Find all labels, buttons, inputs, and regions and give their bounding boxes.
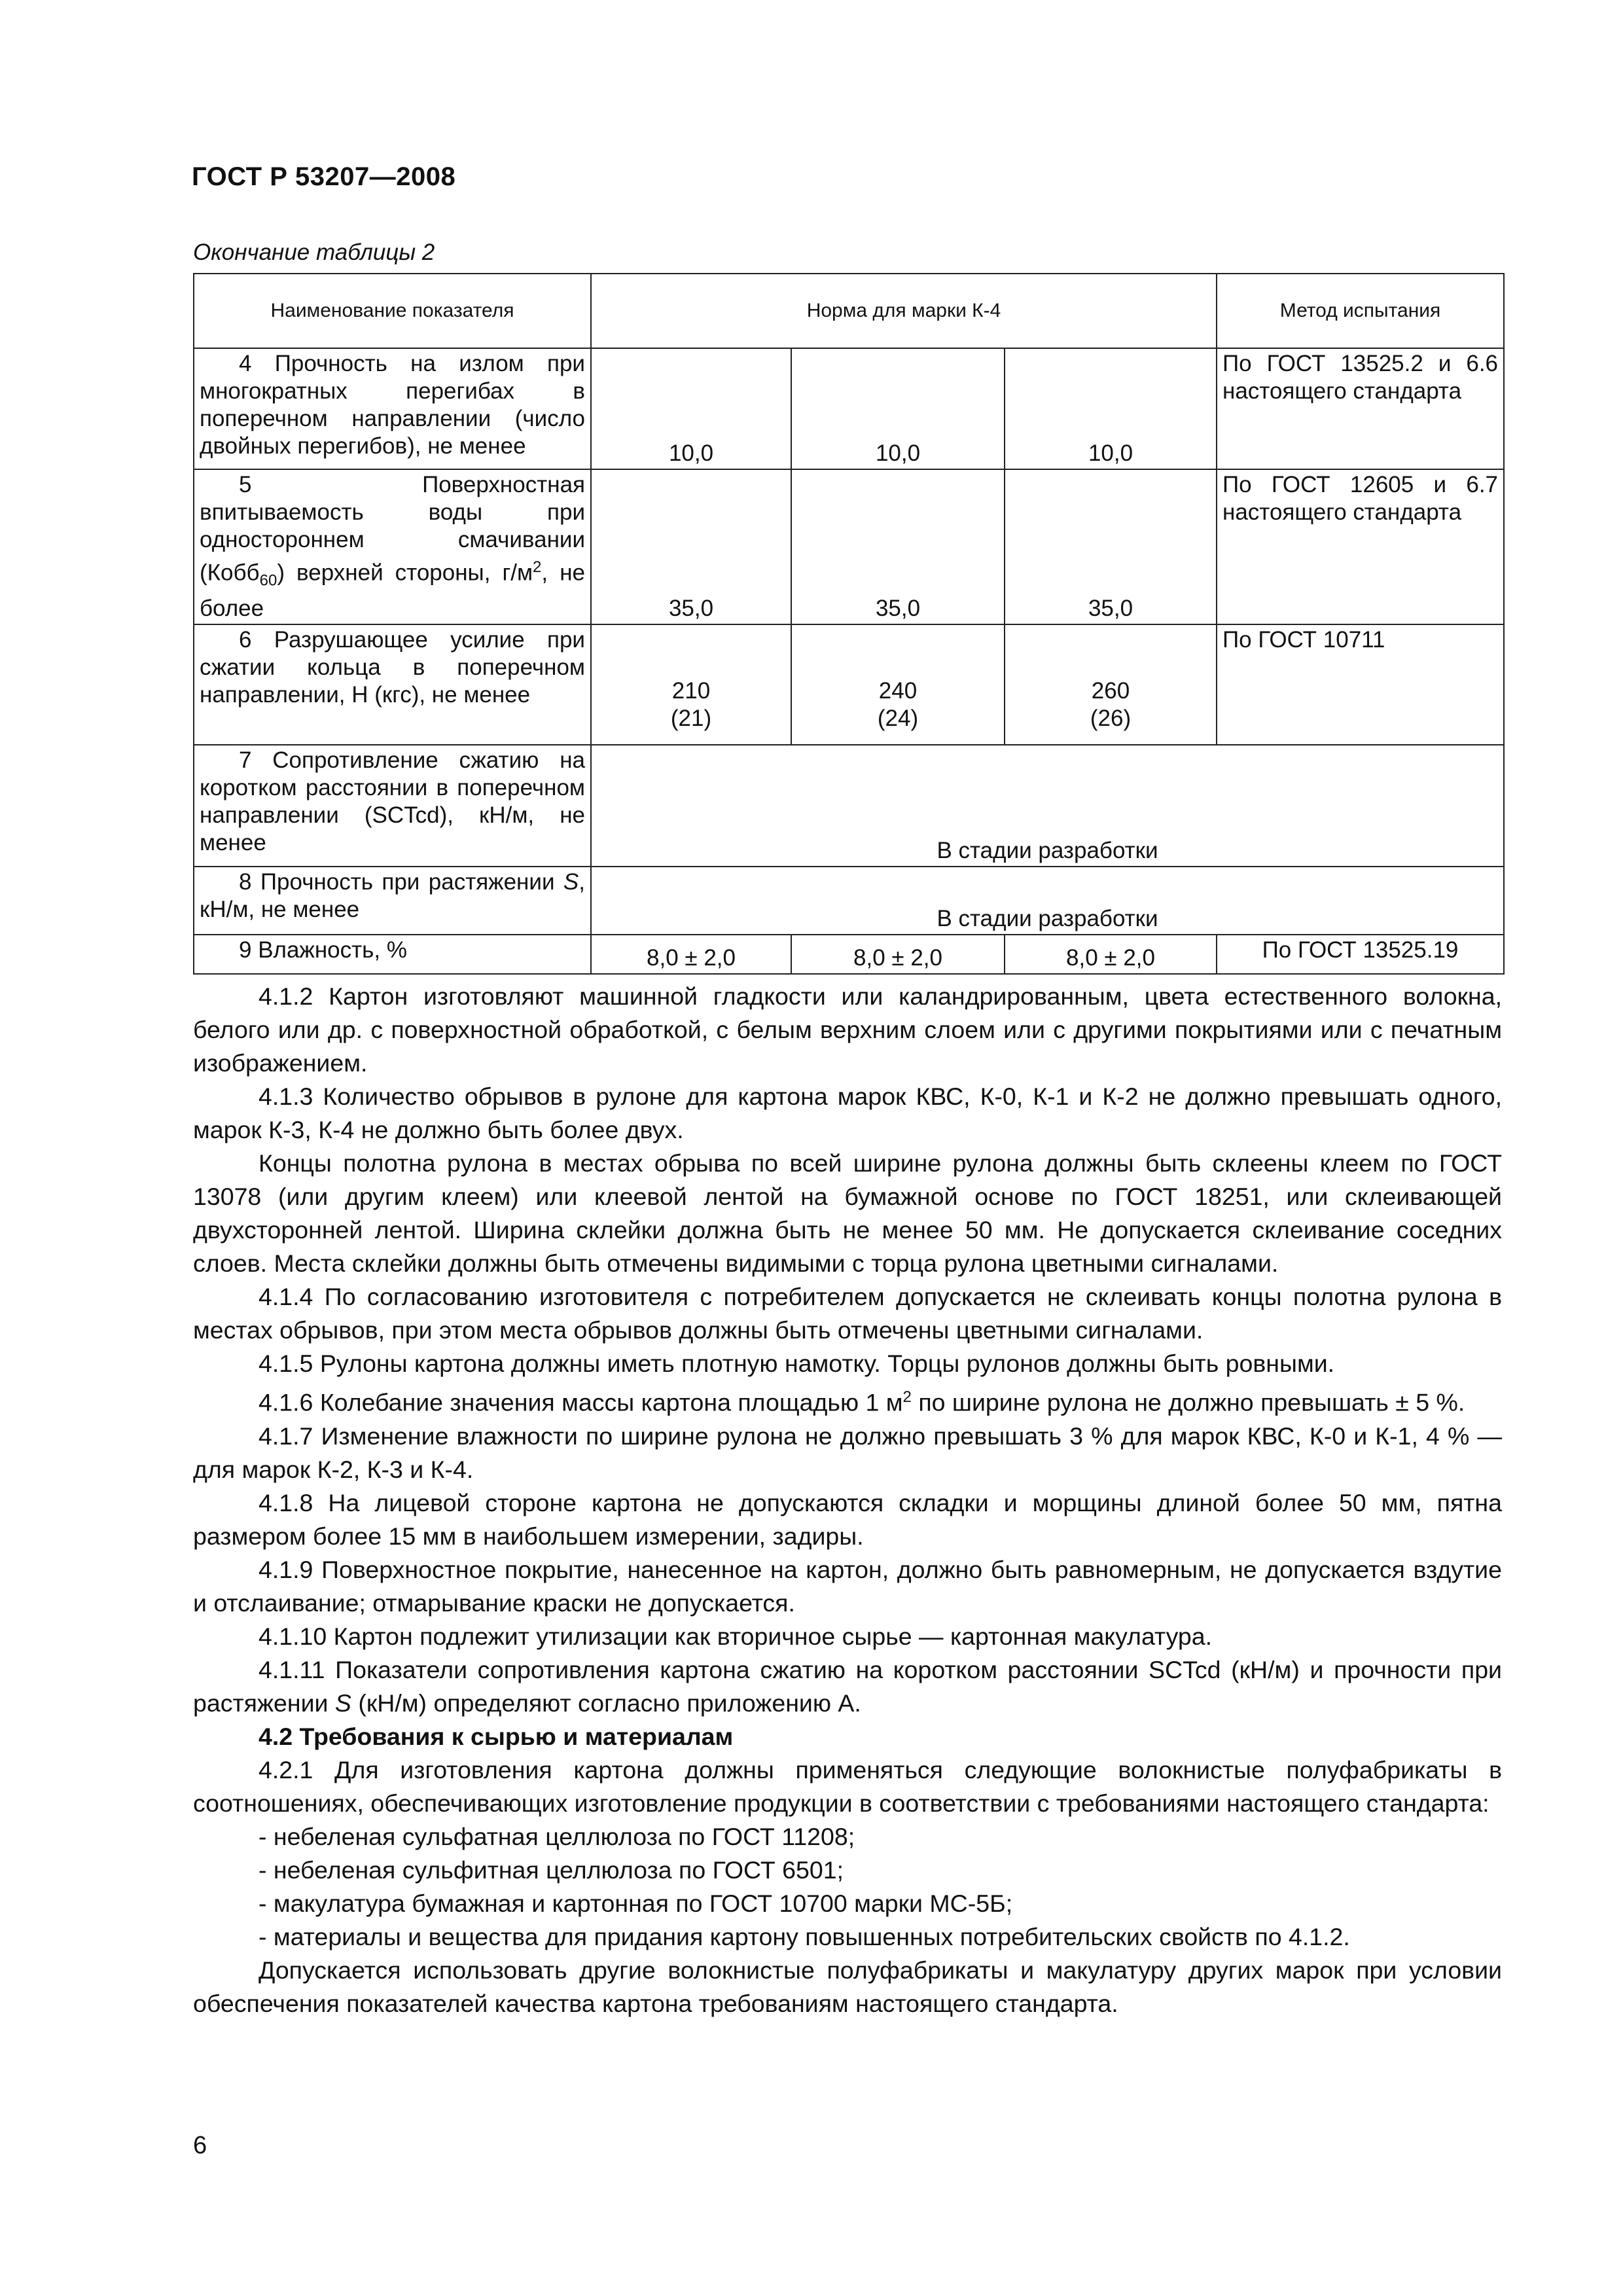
list-item: - макулатура бумажная и картонная по ГОСТ 10700 марки МС-5Б; — [259, 1889, 1013, 1917]
section-heading: 4.2 Требования к сырью и материалам — [259, 1722, 734, 1750]
row-name: 8 Прочность при растяжении S, кН/м, не менее — [194, 867, 591, 935]
paragraph: 4.1.6 Колебание значения массы картона площадью 1 $м^2$ по ширине рулона не должно превышать ± 5 %. — [259, 1388, 1465, 1416]
paragraph: 4.1.10 Картон подлежит утилизации как вторичное сырье — картонная макулатура. — [259, 1622, 1213, 1650]
row-value: 35,0 — [791, 469, 1005, 624]
row-value: 240 (24) — [791, 624, 1005, 745]
row-method: По ГОСТ 10711 — [1217, 624, 1504, 745]
row-value: 260 (26) — [1005, 624, 1217, 745]
paragraph: 4.1.5 Рулоны картона должны иметь плотную намотку. Торцы рулонов должны быть ровными. — [259, 1350, 1335, 1377]
paragraph: 4.2.1 Для изготовления картона должны применяться следующие волокнистые полуфабрикаты в соотношениях, обеспечивающих изготовление продукции в соответствии с требованиями настоящего стандарта: — [193, 1755, 1502, 1817]
row-merged-value: В стадии разработки — [591, 867, 1504, 935]
table-caption: Окончание таблицы 2 — [193, 240, 435, 265]
table-row — [194, 745, 1504, 867]
paragraph: Концы полотна рулона в местах обрыва по всей ширине рулона должны быть склеены клеем по ГОСТ 13078 (или другим клеем) или клеевой лентой на бумажной основе по ГОСТ 18251, или склеивающей двухсторонней лентой. Ширина склейки должна быть не менее 50 мм. Не допускается склеивание соседних слоев. Места склейки должны быть отмечены видимыми с торца рулона цветными сигналами. — [193, 1149, 1502, 1277]
table-row — [194, 867, 1504, 935]
list-item: - небеленая сульфатная целлюлоза по ГОСТ 11208; — [259, 1822, 855, 1850]
row-name: 9 Влажность, % — [194, 935, 591, 974]
paragraph: 4.1.2 Картон изготовляют машинной гладкости или каландрированным, цвета естественного волокна, белого или др. с поверхностной обработкой, с белым верхним слоем или с другими покрытиями или с печатным изображением. — [193, 982, 1502, 1077]
row-name: 6 Разрушающее усилие при сжатии кольца в поперечном направлении, Н (кгс), не менее — [194, 624, 591, 745]
row-value: 10,0 — [791, 348, 1005, 469]
standard-code: ГОСТ Р 53207—2008 — [192, 162, 456, 191]
row-method: По ГОСТ 13525.19 — [1217, 935, 1504, 974]
row-name: 7 Сопротивление сжатию на коротком расстоянии в поперечном направлении (SCTcd), кН/м, не менее — [194, 745, 591, 867]
paragraph: Допускается использовать другие волокнистые полуфабрикаты и макулатуру других марок при условии обеспечения показателей качества картона требованиям настоящего стандарта. — [193, 1956, 1502, 2017]
paragraph: 4.1.8 На лицевой стороне картона не допускаются складки и морщины длиной более 50 мм, пятна размером более 15 мм в наибольшем измерении, задиры. — [193, 1488, 1502, 1550]
list-item: - небеленая сульфитная целлюлоза по ГОСТ 6501; — [259, 1856, 844, 1884]
row-value: 10,0 — [591, 348, 791, 469]
paragraph: 4.1.9 Поверхностное покрытие, нанесенное на картон, должно быть равномерным, не допускается вздутие и отслаивание; отмарывание краски не допускается. — [193, 1555, 1502, 1617]
row-value: 10,0 — [1005, 348, 1217, 469]
body-text — [193, 980, 1502, 2020]
paragraph: 4.1.11 Показатели сопротивления картона сжатию на коротком расстоянии SCTcd (кН/м) и прочности при растяжении S (кН/м) определяют согласно приложению А. — [193, 1655, 1502, 1717]
table-row — [194, 624, 1504, 745]
row-merged-value: В стадии разработки — [591, 745, 1504, 867]
row-value: 35,0 — [591, 469, 791, 624]
row-value: 8,0 ± 2,0 — [791, 935, 1005, 974]
row-name: 4 Прочность на излом при многократных перегибах в поперечном направлении (число двойных перегибов), не менее — [194, 348, 591, 469]
row-method: По ГОСТ 13525.2 и 6.6 настоящего стандарта — [1217, 348, 1504, 469]
header-norm: Норма для марки К-4 — [591, 274, 1217, 348]
specification-table — [193, 273, 1505, 975]
list-item: - материалы и вещества для придания картону повышенных потребительских свойств по 4.1.2. — [259, 1922, 1350, 1950]
table-row — [194, 469, 1504, 624]
page-number: 6 — [193, 2132, 207, 2159]
header-method: Метод испытания — [1217, 274, 1504, 348]
table-row — [194, 935, 1504, 974]
paragraph: 4.1.3 Количество обрывов в рулоне для картона марок КВС, К-0, К-1 и К-2 не должно превышать одного, марок К-3, К-4 не должно быть более двух. — [193, 1083, 1502, 1143]
row-value: 210 (21) — [591, 624, 791, 745]
table-header-row — [194, 274, 1504, 348]
paragraph: 4.1.4 По согласованию изготовителя с потребителем допускается не склеивать концы полотна рулона в местах обрывов, при этом места обрывов должны быть отмечены цветными сигналами. — [193, 1283, 1502, 1344]
row-value: 8,0 ± 2,0 — [1005, 935, 1217, 974]
paragraph: 4.1.7 Изменение влажности по ширине рулона не должно превышать 3 % для марок КВС, К-0 и К-1, 4 % — для марок К-2, К-3 и К-4. — [193, 1422, 1502, 1483]
table-row — [194, 348, 1504, 469]
row-name: 5 Поверхностная впитываемость воды при одностороннем смачивании (Кобб$_{60}$) верхней стороны, $г/м^2$, не более — [194, 469, 591, 624]
row-value: 35,0 — [1005, 469, 1217, 624]
row-value: 8,0 ± 2,0 — [591, 935, 791, 974]
header-name: Наименование показателя — [194, 274, 591, 348]
row-method: По ГОСТ 12605 и 6.7 настоящего стандарта — [1217, 469, 1504, 624]
